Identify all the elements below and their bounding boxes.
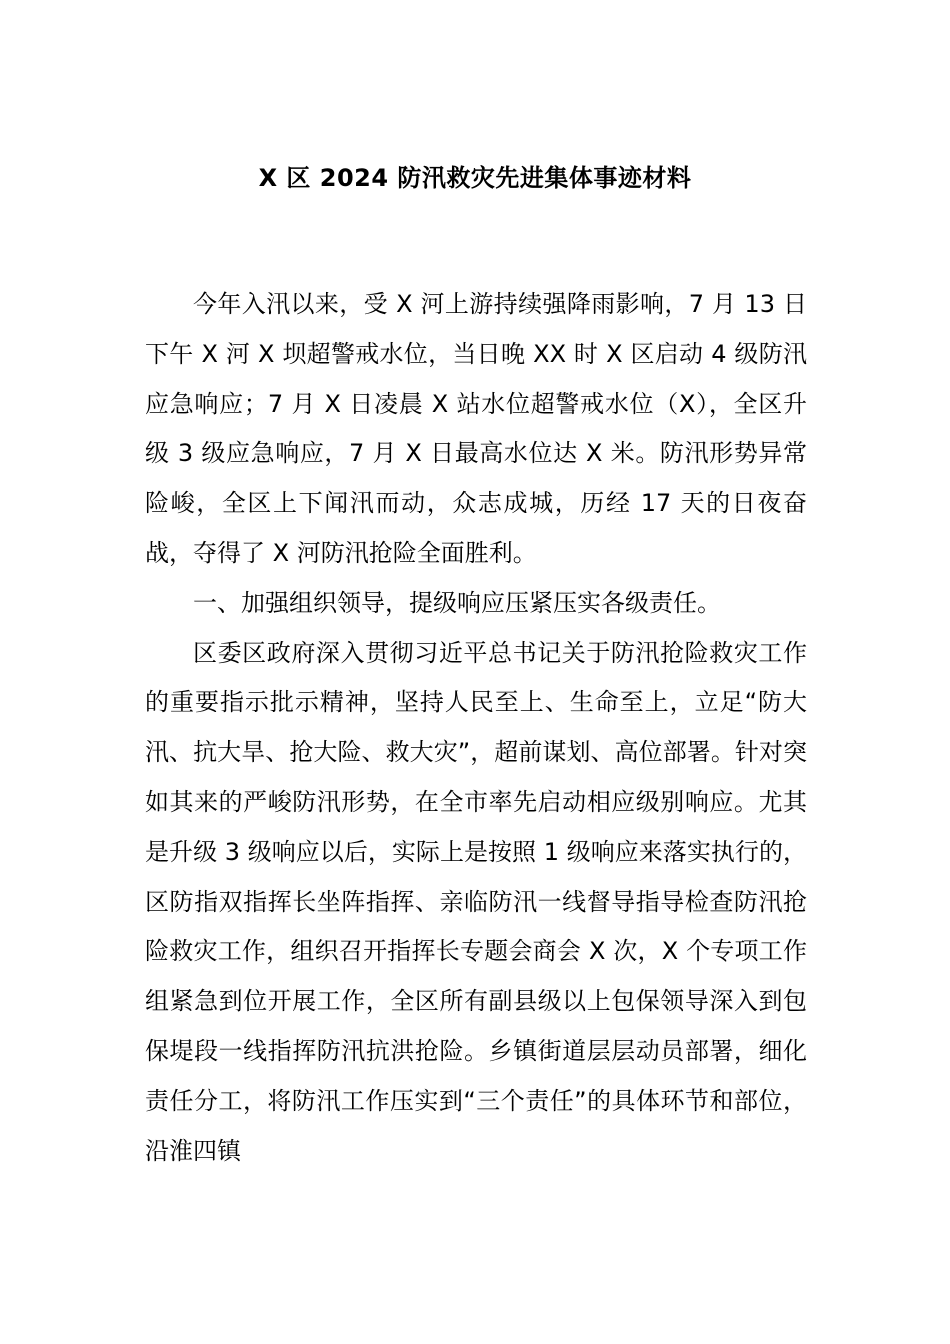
document-body [145, 280, 807, 1176]
paragraph-intro: 今年入汛以来，受 X 河上游持续强降雨影响，7 月 13 日下午 X 河 X 坝超警戒水位，当日晚 XX 时 X 区启动 4 级防汛应急响应；7 月 X 日凌晨 X 站水位超警戒水位（X），全区升级 3 级应急响应，7 月 X 日最高水位达 X 米。防汛形势异常险峻，全区上下闻汛而动，众志成城，历经 17 天的日夜奋战，夺得了 X 河防汛抢险全面胜利。 [145, 290, 807, 567]
section-heading-1: 一、加强组织领导，提级响应压紧压实各级责任。 [193, 588, 721, 617]
document-title: X 区 2024 防汛救灾先进集体事迹材料 [258, 164, 692, 192]
paragraph-section-1: 区委区政府深入贯彻习近平总书记关于防汛抢险救灾工作的重要指示批示精神，坚持人民至上、生命至上，立足“防大汛、抗大旱、抢大险、救大灾”，超前谋划、高位部署。针对突如其来的严峻防汛形势，在全市率先启动相应级别响应。尤其是升级 3 级响应以后，实际上是按照 1 级响应来落实执行的，区防指双指挥长坐阵指挥、亲临防汛一线督导指导检查防汛抢险救灾工作，组织召开指挥长专题会商会 X 次，X 个专项工作组紧急到位开展工作，全区所有副县级以上包保领导深入到包保堤段一线指挥防汛抗洪抢险。乡镇街道层层动员部署，细化责任分工，将防汛工作压实到“三个责任”的具体环节和部位，沿淮四镇 [145, 638, 807, 1165]
